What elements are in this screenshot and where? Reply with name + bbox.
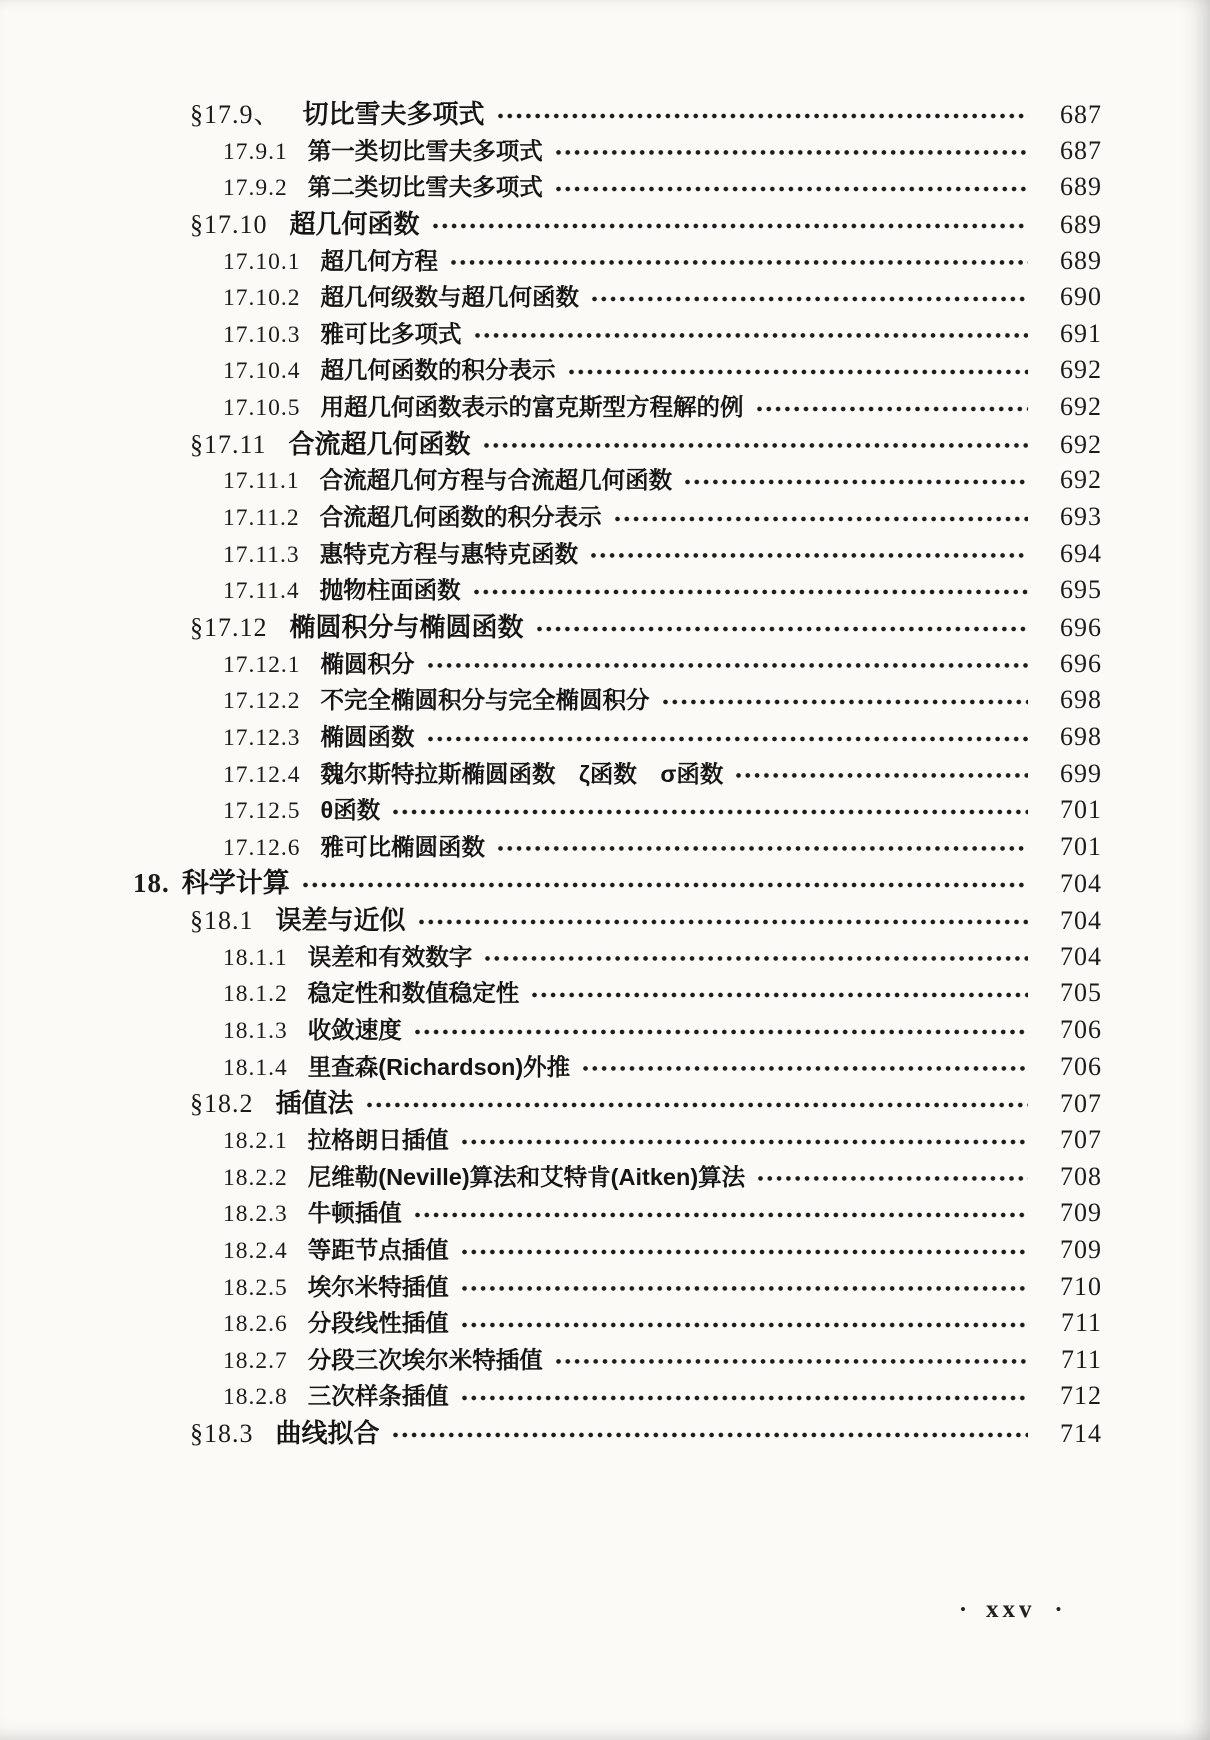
toc-entry-title: 牛顿插值 bbox=[307, 1200, 402, 1227]
toc-entry-title: 误差和有效数字 bbox=[307, 943, 473, 970]
toc-entry-title: 拉格朗日插值 bbox=[307, 1126, 449, 1153]
toc-entry-number: §18.3 bbox=[190, 1419, 254, 1449]
toc-entry-page: 692 bbox=[1060, 392, 1102, 422]
toc-entry-page: 705 bbox=[1060, 978, 1102, 1008]
toc-entry-number: §17.12 bbox=[190, 612, 268, 642]
toc-entry-page: 709 bbox=[1060, 1198, 1102, 1228]
toc-entry-title: 超几何函数的积分表示 bbox=[320, 357, 556, 384]
toc-entry-number: 17.11.3 bbox=[223, 541, 300, 568]
toc-entry-title: 惠特克方程与惠特克函数 bbox=[319, 540, 579, 567]
toc-row bbox=[0, 169, 1210, 206]
toc-entry-number: 18.2.5 bbox=[223, 1274, 288, 1301]
dot-leader bbox=[474, 572, 1028, 609]
toc-entry-title: 用超几何函数表示的富克斯型方程解的例 bbox=[320, 394, 744, 421]
toc-row bbox=[0, 426, 1210, 463]
dot-leader bbox=[591, 536, 1028, 573]
toc-entry-number: 17.10.3 bbox=[223, 321, 301, 348]
toc-entry-page: 711 bbox=[1060, 1344, 1102, 1374]
toc-row bbox=[0, 646, 1210, 683]
toc-row bbox=[0, 243, 1210, 280]
toc-entry-page: 712 bbox=[1060, 1381, 1102, 1411]
dot-leader bbox=[537, 609, 1028, 646]
toc-entry-title: 合流超几何函数的积分表示 bbox=[319, 504, 602, 531]
toc-entry-number: 17.9.1 bbox=[223, 138, 288, 165]
toc-entry-number: 17.12.2 bbox=[223, 688, 301, 715]
toc-row bbox=[0, 1415, 1210, 1452]
toc-entry-title: 椭圆函数 bbox=[320, 723, 415, 750]
toc-entry-number: 17.10.5 bbox=[223, 395, 301, 422]
toc-entry-page: 687 bbox=[1060, 135, 1102, 165]
toc-row bbox=[0, 1049, 1210, 1086]
toc-row bbox=[0, 609, 1210, 646]
toc-entry-page: 701 bbox=[1060, 831, 1102, 861]
toc-entry-number: 17.12.3 bbox=[223, 724, 301, 751]
toc-entry-number: 17.12.1 bbox=[223, 651, 301, 678]
toc-row bbox=[0, 829, 1210, 866]
toc-entry-page: 692 bbox=[1060, 355, 1102, 385]
toc-row bbox=[0, 865, 1210, 902]
toc-row bbox=[0, 316, 1210, 353]
toc-entry-title: 超几何函数 bbox=[289, 208, 420, 239]
toc-row bbox=[0, 206, 1210, 243]
toc-entry-number: 18.2.7 bbox=[223, 1347, 288, 1374]
dot-leader bbox=[484, 426, 1028, 463]
toc-entry-page: 704 bbox=[1060, 906, 1102, 936]
toc-row bbox=[0, 756, 1210, 793]
toc-row bbox=[0, 1232, 1210, 1269]
dot-leader bbox=[451, 243, 1028, 280]
dot-leader bbox=[615, 499, 1028, 536]
toc-entry-title: 魏尔斯特拉斯椭圆函数 ζ函数 σ函数 bbox=[320, 760, 724, 787]
toc-entry-number: 17.10.1 bbox=[223, 248, 301, 275]
toc-entry-number: 18.2.2 bbox=[223, 1164, 288, 1191]
toc-row bbox=[0, 719, 1210, 756]
toc-entry-number: 17.12.4 bbox=[223, 761, 301, 788]
toc-entry-title: 不完全椭圆积分与完全椭圆积分 bbox=[320, 687, 650, 714]
dot-leader bbox=[415, 1195, 1028, 1232]
toc-entry-page: 690 bbox=[1060, 282, 1102, 312]
toc-entry-page: 714 bbox=[1060, 1419, 1102, 1449]
toc-entry-page: 698 bbox=[1060, 685, 1102, 715]
toc-entry-page: 706 bbox=[1060, 1015, 1102, 1045]
toc-entry-title: 埃尔米特插值 bbox=[307, 1273, 449, 1300]
toc-row bbox=[0, 1085, 1210, 1122]
toc-entry-page: 695 bbox=[1060, 575, 1102, 605]
toc-entry-title: θ函数 bbox=[320, 797, 381, 824]
dot-leader bbox=[663, 682, 1029, 719]
toc-entry-page: 701 bbox=[1060, 795, 1102, 825]
toc-entry-number: 17.10.2 bbox=[223, 285, 301, 312]
footer-page-roman: xxv bbox=[985, 1596, 1036, 1623]
dot-leader bbox=[303, 865, 1028, 902]
dot-leader bbox=[485, 939, 1028, 976]
dot-leader bbox=[428, 646, 1029, 683]
toc-entry-number: §17.10 bbox=[190, 209, 268, 239]
toc-entry-number: §18.1 bbox=[190, 906, 254, 936]
toc-entry-number: 18.1.3 bbox=[223, 1018, 288, 1045]
toc-entry-page: 689 bbox=[1060, 209, 1102, 239]
toc-entry-title: 收敛速度 bbox=[307, 1017, 402, 1044]
dot-leader bbox=[583, 1049, 1028, 1086]
dot-leader bbox=[433, 206, 1028, 243]
toc-entry-title: 分段三次埃尔米特插值 bbox=[307, 1346, 543, 1373]
toc-row bbox=[0, 1012, 1210, 1049]
dot-leader bbox=[462, 1232, 1028, 1269]
dot-leader bbox=[415, 1012, 1028, 1049]
toc-entry-page: 698 bbox=[1060, 721, 1102, 751]
toc-entry-title: 分段线性插值 bbox=[307, 1310, 449, 1337]
toc-row bbox=[0, 352, 1210, 389]
toc-row bbox=[0, 572, 1210, 609]
toc-row bbox=[0, 96, 1210, 133]
toc-entry-number: 18.1.1 bbox=[223, 944, 288, 971]
toc-entry-number: 18.2.6 bbox=[223, 1311, 288, 1338]
toc-entry-title: 曲线拟合 bbox=[275, 1418, 380, 1449]
toc-entry-title: 科学计算 bbox=[181, 868, 290, 899]
toc-row bbox=[0, 1159, 1210, 1196]
dot-leader bbox=[758, 1159, 1028, 1196]
toc-entry-page: 693 bbox=[1060, 502, 1102, 532]
dot-leader bbox=[393, 1415, 1028, 1452]
dot-leader bbox=[592, 279, 1028, 316]
toc-entry-number: 18.2.1 bbox=[223, 1127, 288, 1154]
toc-entry-title: 椭圆积分 bbox=[320, 650, 415, 677]
toc-entry-page: 707 bbox=[1060, 1124, 1102, 1154]
toc-row bbox=[0, 902, 1210, 939]
toc-entry-page: 711 bbox=[1060, 1308, 1102, 1338]
toc-entry-number: 18.1.4 bbox=[223, 1054, 288, 1081]
toc-entry-page: 706 bbox=[1060, 1051, 1102, 1081]
toc-entry-page: 689 bbox=[1060, 245, 1102, 275]
toc-row bbox=[0, 133, 1210, 170]
toc-row bbox=[0, 1269, 1210, 1306]
toc-row bbox=[0, 499, 1210, 536]
toc-entry-number: 18.2.3 bbox=[223, 1201, 288, 1228]
dot-leader bbox=[736, 756, 1028, 793]
toc-entry-page: 704 bbox=[1060, 941, 1102, 971]
dot-leader bbox=[462, 1305, 1028, 1342]
dot-leader bbox=[367, 1085, 1028, 1122]
dot-leader bbox=[475, 316, 1029, 353]
toc-row bbox=[0, 939, 1210, 976]
toc-entry-number: 18.1.2 bbox=[223, 981, 288, 1008]
footer-bullet-right: • bbox=[1055, 1600, 1062, 1619]
toc-entry-page: 707 bbox=[1060, 1089, 1102, 1119]
dot-leader bbox=[498, 829, 1028, 866]
toc-row bbox=[0, 389, 1210, 426]
toc-entry-title: 三次样条插值 bbox=[307, 1383, 449, 1410]
toc-entry-number: 17.12.5 bbox=[223, 798, 301, 825]
dot-leader bbox=[462, 1122, 1028, 1159]
toc-entry-title: 雅可比椭圆函数 bbox=[320, 833, 485, 860]
toc-entry-title: 椭圆积分与椭圆函数 bbox=[289, 611, 524, 642]
toc-row bbox=[0, 1122, 1210, 1159]
toc-row bbox=[0, 1342, 1210, 1379]
toc-entry-number: 18. bbox=[133, 868, 170, 899]
toc-entry-title: 里查森(Richardson)外推 bbox=[307, 1053, 571, 1080]
toc-entry-number: 17.11.2 bbox=[223, 505, 300, 532]
toc-entry-number: 18.2.8 bbox=[223, 1384, 288, 1411]
toc-entry-title: 切比雪夫多项式 bbox=[302, 99, 485, 129]
dot-leader bbox=[462, 1269, 1028, 1306]
toc-entry-number: §18.2 bbox=[190, 1089, 254, 1119]
dot-leader bbox=[428, 719, 1029, 756]
toc-entry-number: 17.9.2 bbox=[223, 175, 288, 202]
toc-entry-page: 710 bbox=[1060, 1271, 1102, 1301]
toc-entry-title: 超几何方程 bbox=[320, 247, 438, 274]
toc-entry-title: 等距节点插值 bbox=[307, 1236, 449, 1263]
toc-entry-page: 687 bbox=[1060, 100, 1102, 129]
toc-entry-title: 稳定性和数值稳定性 bbox=[307, 980, 520, 1007]
toc-row bbox=[0, 975, 1210, 1012]
toc-row bbox=[0, 279, 1210, 316]
toc-entry-number: 18.2.4 bbox=[223, 1237, 288, 1264]
dot-leader bbox=[419, 902, 1028, 939]
toc-row bbox=[0, 682, 1210, 719]
dot-leader bbox=[462, 1378, 1028, 1415]
dot-leader bbox=[556, 133, 1028, 170]
toc-entry-page: 692 bbox=[1060, 465, 1102, 495]
toc-entry-title: 雅可比多项式 bbox=[320, 320, 462, 347]
toc-entry-title: 尼维勒(Neville)算法和艾特肯(Aitken)算法 bbox=[307, 1163, 746, 1190]
toc-entry-page: 699 bbox=[1060, 758, 1102, 788]
toc-entry-title: 插值法 bbox=[275, 1088, 354, 1119]
toc-entry-title: 抛物柱面函数 bbox=[319, 577, 461, 604]
footer-bullet-left: • bbox=[960, 1600, 966, 1619]
dot-leader bbox=[757, 389, 1029, 426]
toc-entry-page: 689 bbox=[1060, 172, 1102, 202]
toc-row bbox=[0, 462, 1210, 499]
toc-list bbox=[0, 96, 1210, 1452]
dot-leader bbox=[393, 792, 1028, 829]
toc-row bbox=[0, 536, 1210, 573]
toc-entry-title: 超几何级数与超几何函数 bbox=[320, 284, 579, 311]
toc-entry-page: 691 bbox=[1060, 318, 1102, 348]
toc-entry-title: 第二类切比雪夫多项式 bbox=[307, 174, 543, 201]
toc-entry-number: 17.11.1 bbox=[223, 468, 300, 495]
toc-entry-number: 17.10.4 bbox=[223, 358, 301, 385]
toc-entry-page: 692 bbox=[1060, 429, 1102, 459]
toc-entry-title: 误差与近似 bbox=[275, 905, 406, 936]
toc-entry-title: 第一类切比雪夫多项式 bbox=[307, 137, 543, 164]
toc-entry-page: 696 bbox=[1060, 612, 1102, 642]
dot-leader bbox=[685, 462, 1028, 499]
toc-entry-number: §17.9、 bbox=[190, 100, 281, 129]
toc-entry-title: 合流超几何方程与合流超几何函数 bbox=[319, 467, 673, 494]
toc-entry-page: 696 bbox=[1060, 648, 1102, 678]
toc-entry-number: 17.11.4 bbox=[223, 578, 300, 605]
toc-entry-number: §17.11 bbox=[190, 429, 267, 459]
toc-entry-page: 704 bbox=[1060, 869, 1102, 899]
page-footer bbox=[960, 1596, 1061, 1624]
toc-row bbox=[0, 792, 1210, 829]
dot-leader bbox=[556, 169, 1028, 206]
toc-entry-title: 合流超几何函数 bbox=[288, 428, 471, 459]
dot-leader bbox=[498, 96, 1028, 133]
toc-entry-page: 694 bbox=[1060, 538, 1102, 568]
dot-leader bbox=[532, 975, 1028, 1012]
dot-leader bbox=[556, 1342, 1028, 1379]
toc-row bbox=[0, 1195, 1210, 1232]
toc-entry-page: 708 bbox=[1060, 1161, 1102, 1191]
toc-entry-number: 17.12.6 bbox=[223, 834, 301, 861]
dot-leader bbox=[569, 352, 1029, 389]
toc-row bbox=[0, 1305, 1210, 1342]
toc-entry-page: 709 bbox=[1060, 1234, 1102, 1264]
toc-row bbox=[0, 1378, 1210, 1415]
